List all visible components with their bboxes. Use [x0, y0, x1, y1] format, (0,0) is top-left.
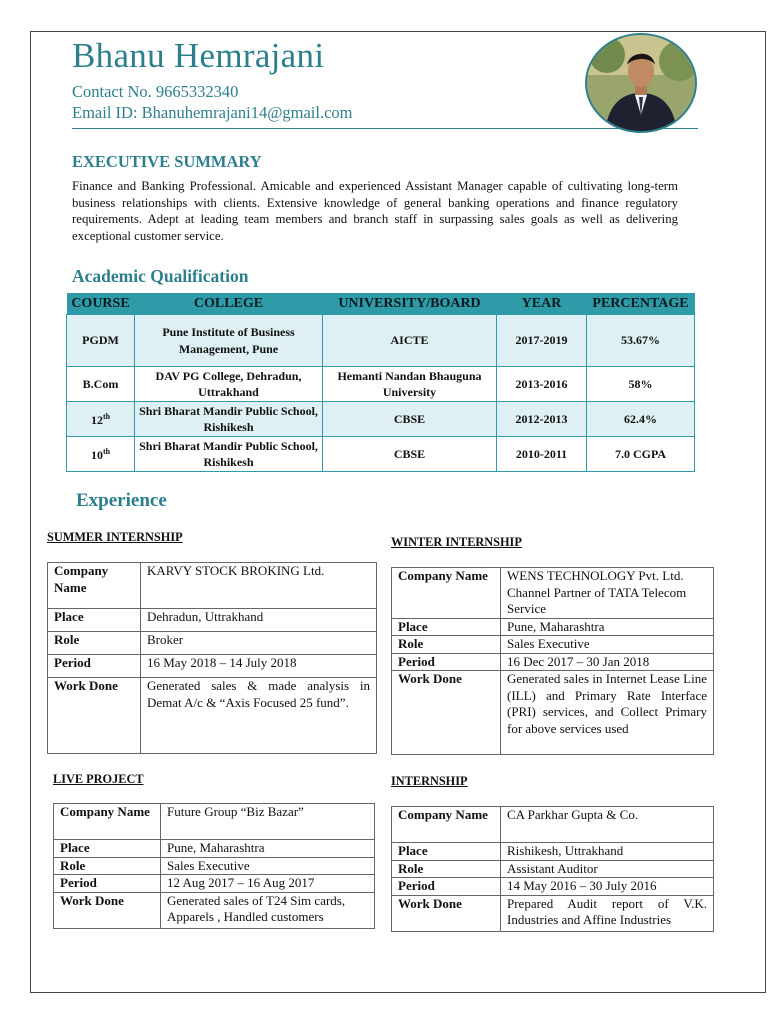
- profile-photo: [585, 33, 697, 133]
- academic-heading: Academic Qualification: [72, 266, 249, 286]
- profile-photo-image: [587, 35, 695, 131]
- executive-summary-text: Finance and Banking Professional. Amicable and experienced Assistant Manager capable of cultivating long-term business relationships with clients. Extensive knowledge of general banking operations and finance regulatory requirements. Adept at leading team members and branch staff in surpassing sales goals as well as delivering exceptional customer service.: [72, 179, 678, 243]
- period-label: Period: [54, 875, 161, 893]
- period-label: Period: [392, 653, 501, 671]
- work-done-value: Generated sales in Internet Lease Line (ILL) and Primary Rate Interface (PRI) services, and Collect Primary for above services used: [501, 671, 714, 755]
- work-done-label: Work Done: [392, 671, 501, 755]
- board-cell: CBSE: [323, 437, 497, 472]
- academic-header-row: [67, 293, 695, 315]
- summer-internship-title: SUMMER INTERNSHIP: [47, 530, 183, 544]
- percentage-cell: 7.0 CGPA: [587, 437, 695, 472]
- role-label: Role: [48, 632, 141, 655]
- company-label: Company Name: [48, 563, 141, 609]
- role-value: Sales Executive: [501, 636, 714, 654]
- academic-table: [66, 293, 695, 472]
- year-cell: 2012-2013: [497, 402, 587, 437]
- academic-row: [67, 315, 695, 367]
- col-college-header: COLLEGE: [135, 293, 323, 315]
- percentage-cell: 62.4%: [587, 402, 695, 437]
- percentage-cell: 53.67%: [587, 315, 695, 367]
- work-done-value: Prepared Audit report of V.K. Industries and Affine Industries: [501, 895, 714, 931]
- live-project-table: [53, 803, 375, 929]
- period-value: 14 May 2016 – 30 July 2016: [501, 878, 714, 896]
- course-cell: 12th: [67, 402, 135, 437]
- executive-summary-heading: EXECUTIVE SUMMARY: [72, 152, 262, 171]
- college-cell: Pune Institute of Business Management, Pune: [135, 315, 323, 367]
- course-cell: B.Com: [67, 367, 135, 402]
- place-value: Rishikesh, Uttrakhand: [501, 843, 714, 861]
- col-year-header: YEAR: [497, 293, 587, 315]
- role-value: Broker: [141, 632, 377, 655]
- company-value: WENS TECHNOLOGY Pvt. Ltd. Channel Partner of TATA Telecom Service: [501, 568, 714, 619]
- place-label: Place: [54, 840, 161, 858]
- academic-row: [67, 402, 695, 437]
- winter-internship-table: [391, 567, 714, 755]
- course-cell: PGDM: [67, 315, 135, 367]
- place-label: Place: [392, 618, 501, 636]
- email-id: Email ID: Bhanuhemrajani14@gmail.com: [72, 103, 353, 122]
- role-label: Role: [54, 857, 161, 875]
- year-cell: 2017-2019: [497, 315, 587, 367]
- company-value: Future Group “Biz Bazar”: [161, 804, 375, 840]
- role-value: Assistant Auditor: [501, 860, 714, 878]
- period-label: Period: [48, 655, 141, 678]
- company-label: Company Name: [392, 807, 501, 843]
- company-value: KARVY STOCK BROKING Ltd.: [141, 563, 377, 609]
- academic-row: [67, 367, 695, 402]
- period-value: 12 Aug 2017 – 16 Aug 2017: [161, 875, 375, 893]
- period-value: 16 May 2018 – 14 July 2018: [141, 655, 377, 678]
- company-label: Company Name: [54, 804, 161, 840]
- internship-title: INTERNSHIP: [391, 774, 468, 788]
- summer-internship-table: [47, 562, 377, 754]
- board-cell: AICTE: [323, 315, 497, 367]
- internship-table: [391, 806, 714, 932]
- year-cell: 2010-2011: [497, 437, 587, 472]
- place-value: Dehradun, Uttrakhand: [141, 609, 377, 632]
- place-label: Place: [48, 609, 141, 632]
- work-done-value: Generated sales & made analysis in Demat A/c & “Axis Focused 25 fund”.: [141, 678, 377, 754]
- experience-heading: Experience: [76, 490, 167, 511]
- role-label: Role: [392, 860, 501, 878]
- period-label: Period: [392, 878, 501, 896]
- candidate-name: Bhanu Hemrajani: [72, 36, 325, 75]
- college-cell: DAV PG College, Dehradun, Uttrakhand: [135, 367, 323, 402]
- winter-internship-title: WINTER INTERNSHIP: [391, 535, 522, 549]
- board-cell: CBSE: [323, 402, 497, 437]
- academic-row: [67, 437, 695, 472]
- company-value: CA Parkhar Gupta & Co.: [501, 807, 714, 843]
- work-done-label: Work Done: [54, 892, 161, 928]
- place-value: Pune, Maharashtra: [161, 840, 375, 858]
- company-label: Company Name: [392, 568, 501, 619]
- year-cell: 2013-2016: [497, 367, 587, 402]
- course-cell: 10th: [67, 437, 135, 472]
- percentage-cell: 58%: [587, 367, 695, 402]
- period-value: 16 Dec 2017 – 30 Jan 2018: [501, 653, 714, 671]
- col-course-header: COURSE: [67, 293, 135, 315]
- contact-number: Contact No. 9665332340: [72, 82, 239, 101]
- live-project-title: LIVE PROJECT: [53, 772, 144, 786]
- contact-block: [72, 81, 353, 123]
- role-value: Sales Executive: [161, 857, 375, 875]
- work-done-label: Work Done: [48, 678, 141, 754]
- col-board-header: UNIVERSITY/BOARD: [323, 293, 497, 315]
- place-value: Pune, Maharashtra: [501, 618, 714, 636]
- role-label: Role: [392, 636, 501, 654]
- place-label: Place: [392, 843, 501, 861]
- col-percentage-header: PERCENTAGE: [587, 293, 695, 315]
- college-cell: Shri Bharat Mandir Public School, Rishikesh: [135, 437, 323, 472]
- header-divider: [72, 128, 698, 129]
- college-cell: Shri Bharat Mandir Public School, Rishikesh: [135, 402, 323, 437]
- work-done-label: Work Done: [392, 895, 501, 931]
- work-done-value: Generated sales of T24 Sim cards, Apparels , Handled customers: [161, 892, 375, 928]
- board-cell: Hemanti Nandan Bhauguna University: [323, 367, 497, 402]
